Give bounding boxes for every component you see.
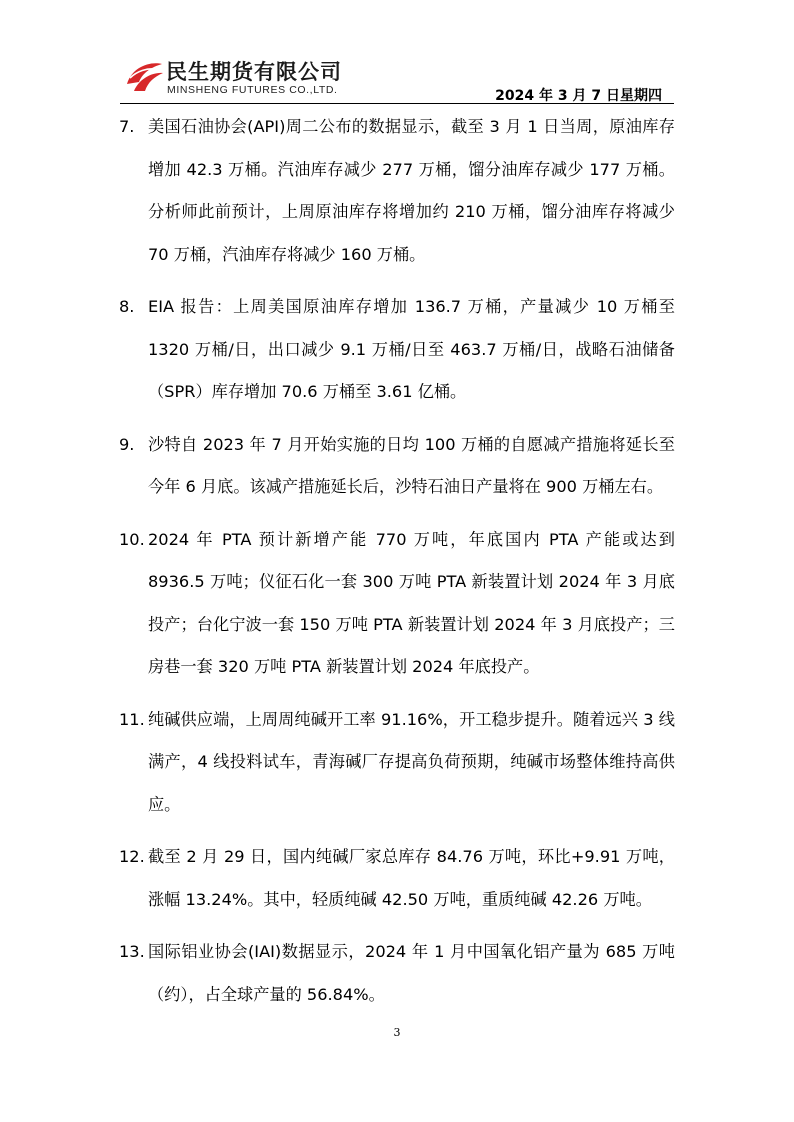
item-text: 纯碱供应端，上周周纯碱开工率 91.16%，开工稳步提升。随着远兴 3 线满产，4 线投料试车，青海碱厂存提高负荷预期，纯碱市场整体维持高供应。	[148, 709, 675, 814]
item-text: EIA 报告：上周美国原油库存增加 136.7 万桶，产量减少 10 万桶至 1320 万桶/日，出口减少 9.1 万桶/日至 463.7 万桶/日，战略石油储备（SPR）库存增加 70.6 万桶至 3.61 亿桶。	[148, 297, 675, 401]
list-item	[119, 286, 675, 414]
list-item	[119, 519, 675, 689]
item-number: 7.	[119, 117, 135, 136]
item-text: 美国石油协会(API)周二公布的数据显示，截至 3 月 1 日当周，原油库存增加 42.3 万桶。汽油库存减少 277 万桶，馏分油库存减少 177 万桶。分析师此前预计，上周原油库存将增加约 210 万桶，馏分油库存将减少 70 万桶，汽油库存将减少 160 万桶。	[148, 117, 675, 264]
item-number: 12.	[119, 847, 145, 866]
item-number: 11.	[119, 709, 145, 729]
company-logo	[124, 56, 364, 102]
item-text: 2024 年 PTA 预计新增产能 770 万吨，年底国内 PTA 产能或达到 8936.5 万吨；仪征石化一套 300 万吨 PTA 新装置计划 2024 年 3 月底投产；台化宁波一套 150 万吨 PTA 新装置计划 2024 年 3 月底投产；三房巷一套 320 万吨 PTA 新装置计划 2024 年底投产。	[148, 529, 675, 676]
list-item	[119, 106, 675, 276]
item-number: 8.	[119, 297, 135, 316]
list-item	[119, 424, 675, 509]
company-name-cn: 民生期货有限公司	[166, 60, 342, 84]
list-item	[119, 836, 675, 921]
list-item	[119, 699, 675, 827]
item-text: 截至 2 月 29 日，国内纯碱厂家总库存 84.76 万吨，环比+9.91 万吨，涨幅 13.24%。其中，轻质纯碱 42.50 万吨，重质纯碱 42.26 万吨。	[148, 847, 675, 909]
company-logo-icon	[124, 58, 164, 94]
item-number: 9.	[119, 434, 135, 454]
company-name-en: MINSHENG FUTURES CO.,LTD.	[167, 84, 338, 96]
page-number: 3	[393, 1026, 401, 1039]
news-list	[119, 106, 675, 1026]
item-text: 国际铝业协会(IAI)数据显示，2024 年 1 月中国氧化铝产量为 685 万吨（约），占全球产量的 56.84%。	[148, 942, 675, 1004]
item-number: 10.	[119, 529, 145, 549]
report-date: 2024 年 3 月 7 日星期四	[495, 88, 662, 104]
item-text: 沙特自 2023 年 7 月开始实施的日均 100 万桶的自愿减产措施将延长至今年 6 月底。该减产措施延长后，沙特石油日产量将在 900 万桶左右。	[148, 434, 675, 496]
list-item	[119, 931, 675, 1016]
header-divider	[120, 103, 674, 104]
item-number: 13.	[119, 942, 145, 961]
